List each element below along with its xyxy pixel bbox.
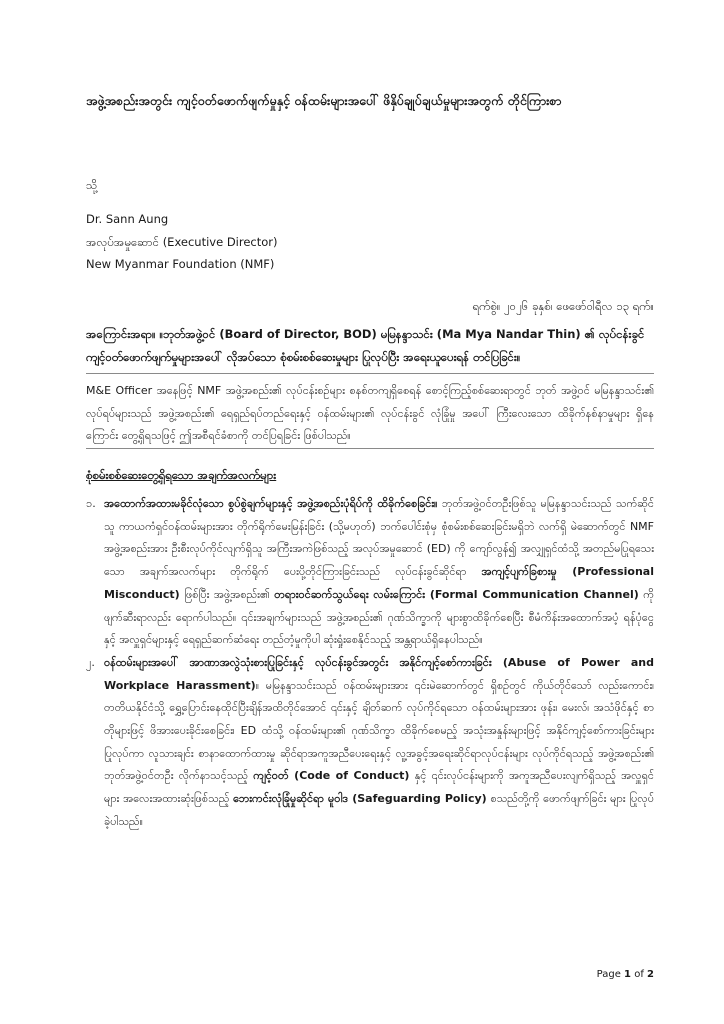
- recipient-name: Dr. Sann Aung: [86, 212, 169, 226]
- finding-heading: ဝန်ထမ်းများအပေါ် အာဏာအလွဲသုံးစားပြုခြင်းနှင့် လုပ်ငန်းခွင်အတွင်း အနိုင်ကျင့်စော်ကားခြင်း (Abuse of Power and Workplace Harassment): [104, 655, 654, 692]
- finding-body: ဘုတ်အဖွဲ့ဝင်တဦးဖြစ်သူ မမြနန္ဒာသင်းသည် သက်ဆိုင်သူ ကာယကံရှင်ဝန်ထမ်းများအား တိုက်ရိုက်မေးမြန်းခြင်း (သို့မဟုတ်) ဘက်ပေါင်းစုံမှ စုံစမ်းစစ်ဆေးခြင်းမရှိဘဲ လက်ရှိ မဲဆောက်တွင် NMF အဖွဲ့အစည်းအား ဦးစီးလုပ်ကိုင်လျက်ရှိသူ အကြီးအကဲဖြစ်သည့် အလုပ်အမှုဆောင် (ED) ကို ကျော်လွန်၍ အလျှုရှင်ထံသို့ အတည်မပြုရသေးသော အချက်အလက်များ တိုက်ရိုက် ပေးပို့တိုင်ကြားခြင်းသည် လုပ်ငန်းခွင်ဆိုင်ရာ: [104, 497, 655, 579]
- finding-text: [104, 652, 654, 834]
- recipient-address: [86, 208, 278, 276]
- finding-emphasis: တရားဝင်ဆက်သွယ်ရေး လမ်းကြောင်း (Formal Communication Channel): [274, 587, 639, 601]
- page-word: Page: [596, 969, 621, 980]
- finding-number: ၂.: [86, 655, 95, 669]
- page-number: 1: [624, 969, 632, 980]
- finding-emphasis: ကျင့်ဝတ် (Code of Conduct): [253, 769, 410, 783]
- findings-list: [86, 493, 654, 834]
- finding-body: စသည်တို့ကို ဖောက်ဖျက်ခြင်း များ ပြုလုပ်ခဲ့ပါသည်။: [104, 792, 654, 828]
- document-title: အဖွဲ့အစည်းအတွင်း ကျင့်ဝတ်ဖောက်ဖျက်မှုနှင့် ဝန်ထမ်းများအပေါ် ဖိနှိပ်ချုပ်ချယ်မှုများအတွက် တိုင်ကြားစာ: [86, 93, 562, 108]
- letter-subject: အကြောင်းအရာ။ ။ဘုတ်အဖွဲ့ဝင် (Board of Director, BOD) မမြနန္ဒာသင်း (Ma Mya Nandar Thin) ၏ လုပ်ငန်းခွင် ကျင့်ဝတ်ဖောက်ဖျက်မှုများအပေါ် လိုအပ်သော စုံစမ်းစစ်ဆေးမှုများ ပြုလုပ်ပြီး အရေးယူပေးရန် တင်ပြခြင်း။: [86, 327, 645, 364]
- intro-paragraph: M&E Officer အနေဖြင့် NMF အဖွဲ့အစည်း၏ လုပ်ငန်းစဉ်များ စနစ်တကျရှိစေရန် စောင့်ကြည့်စစ်ဆေးရာတွင် ဘုတ် အဖွဲ့ဝင် မမြနန္ဒာသင်း၏ လုပ်ရပ်များသည် အဖွဲ့အစည်း၏ ရေရှည်ရပ်တည်ရေးနှင့် ဝန်ထမ်းများ၏ လုပ်ငန်းခွင် လုံခြုံမှု အပေါ် ကြီးလေးသော ထိခိုက်နစ်နာမှုများ ရှိနေကြောင်း တွေ့ရှိရသဖြင့် ဤအစီရင်ခံစာကို တင်ပြရခြင်း ဖြစ်ပါသည်။: [86, 384, 654, 442]
- finding-emphasis: ဘေးကင်းလုံခြုံမှုဆိုင်ရာ မူဝါဒ (Safeguarding Policy): [233, 792, 487, 806]
- finding-item: [86, 493, 654, 652]
- finding-body: နှင့် ၎င်းလုပ်ငန်းများကို အကူအညီပေးလျက်ရှိသည့် အလှူရှင်များ အလေးအထားဆုံးဖြစ်သည့်: [104, 769, 654, 806]
- finding-body: ကို ဖျက်ဆီးရာလည်း ရောက်ပါသည်။ ၎င်းအချက်များသည် အဖွဲ့အစည်း၏ ဂုဏ်သိက္ခာကို များစွာထိခိုက်စေပြီး စီမံကိန်းအထောက်အပံ့ ရန်ပုံငွေနှင့် အလှူရှင်များနှင့် ရေရှည်ဆက်ဆံရေး တည်တံ့မှုကိုပါ ဆုံးရှုံးစေနိုင်သည့် အန္တရာယ်ရှိနေပါသည်။: [104, 587, 654, 647]
- finding-text: [104, 493, 654, 652]
- recipient-organization: New Myanmar Foundation (NMF): [86, 257, 275, 271]
- findings-heading: စုံစမ်းစစ်ဆေးတွေ့ရှိရသော အချက်အလက်များ: [86, 468, 277, 482]
- divider-bottom: [86, 448, 654, 449]
- divider-top: [86, 373, 654, 374]
- finding-body: ။ မမြနန္ဒာသင်းသည် ဝန်ထမ်းများအား ၎င်းမဲဆောက်တွင် ရှိစဉ်တွင် ကိုယ်တိုင်သော် လည်းကောင်း၊ တတိယနိုင်ငံသို့ ရွှေ့ပြောင်းနေထိုင်ပြီးချိန်အထိတိုင်အောင် ၎င်းနှင့် ချိတ်ဆက် လုပ်ကိုင်ရသော ဝန်ထမ်းများအား ဖုန်း၊ မေးလ်၊ အသံဖိုင်နှင့် စာတိုများဖြင့် ဖိအားပေးခိုင်းစေခြင်း၊ ED ထံသို့ ဝန်ထမ်းများ၏ ဂုဏ်သိက္ခာ ထိခိုက်စေမည့် အသုံးအနှုန်းများဖြင့် အနိုင်ကျင့်စော်ကားခြင်းများ ပြုလုပ်ကာ လူသားချင်း စာနာထောက်ထားမှု ဆိုင်ရာအကူအညီပေးရေးနှင့် လူ့အခွင့်အရေးဆိုင်ရာလုပ်ငန်းများ လုပ်ကိုင်ရသည့် အဖွဲ့အစည်း၏ ဘုတ်အဖွဲ့ဝင်တဦး လိုက်နာသင့်သည့်: [104, 678, 654, 783]
- finding-emphasis: အကျင့်ပျက်ခြစားမှု (Professional Misconduct): [104, 565, 654, 601]
- page-footer: [597, 967, 654, 983]
- finding-item: [86, 652, 654, 834]
- of-word: of: [634, 969, 644, 980]
- finding-heading: အထောက်အထားမခိုင်လုံသော စွပ်စွဲချက်များနှင့် အဖွဲ့အစည်းပုံရိပ်ကို ထိခိုက်စေခြင်း။: [104, 497, 438, 510]
- finding-body: ဖြစ်ပြီး အဖွဲ့အစည်း၏: [179, 587, 275, 601]
- recipient-position: အလုပ်အမှုဆောင် (Executive Director): [86, 234, 278, 249]
- finding-number: ၁.: [86, 497, 96, 510]
- letter-date: ရက်စွဲ။ ၂၀၂၆ ခုနှစ်၊ ဖေဖော်ဝါရီလ ၁၃ ရက်။: [472, 299, 654, 313]
- recipient-to-label: သို့: [86, 178, 98, 192]
- page-total: 2: [647, 969, 654, 980]
